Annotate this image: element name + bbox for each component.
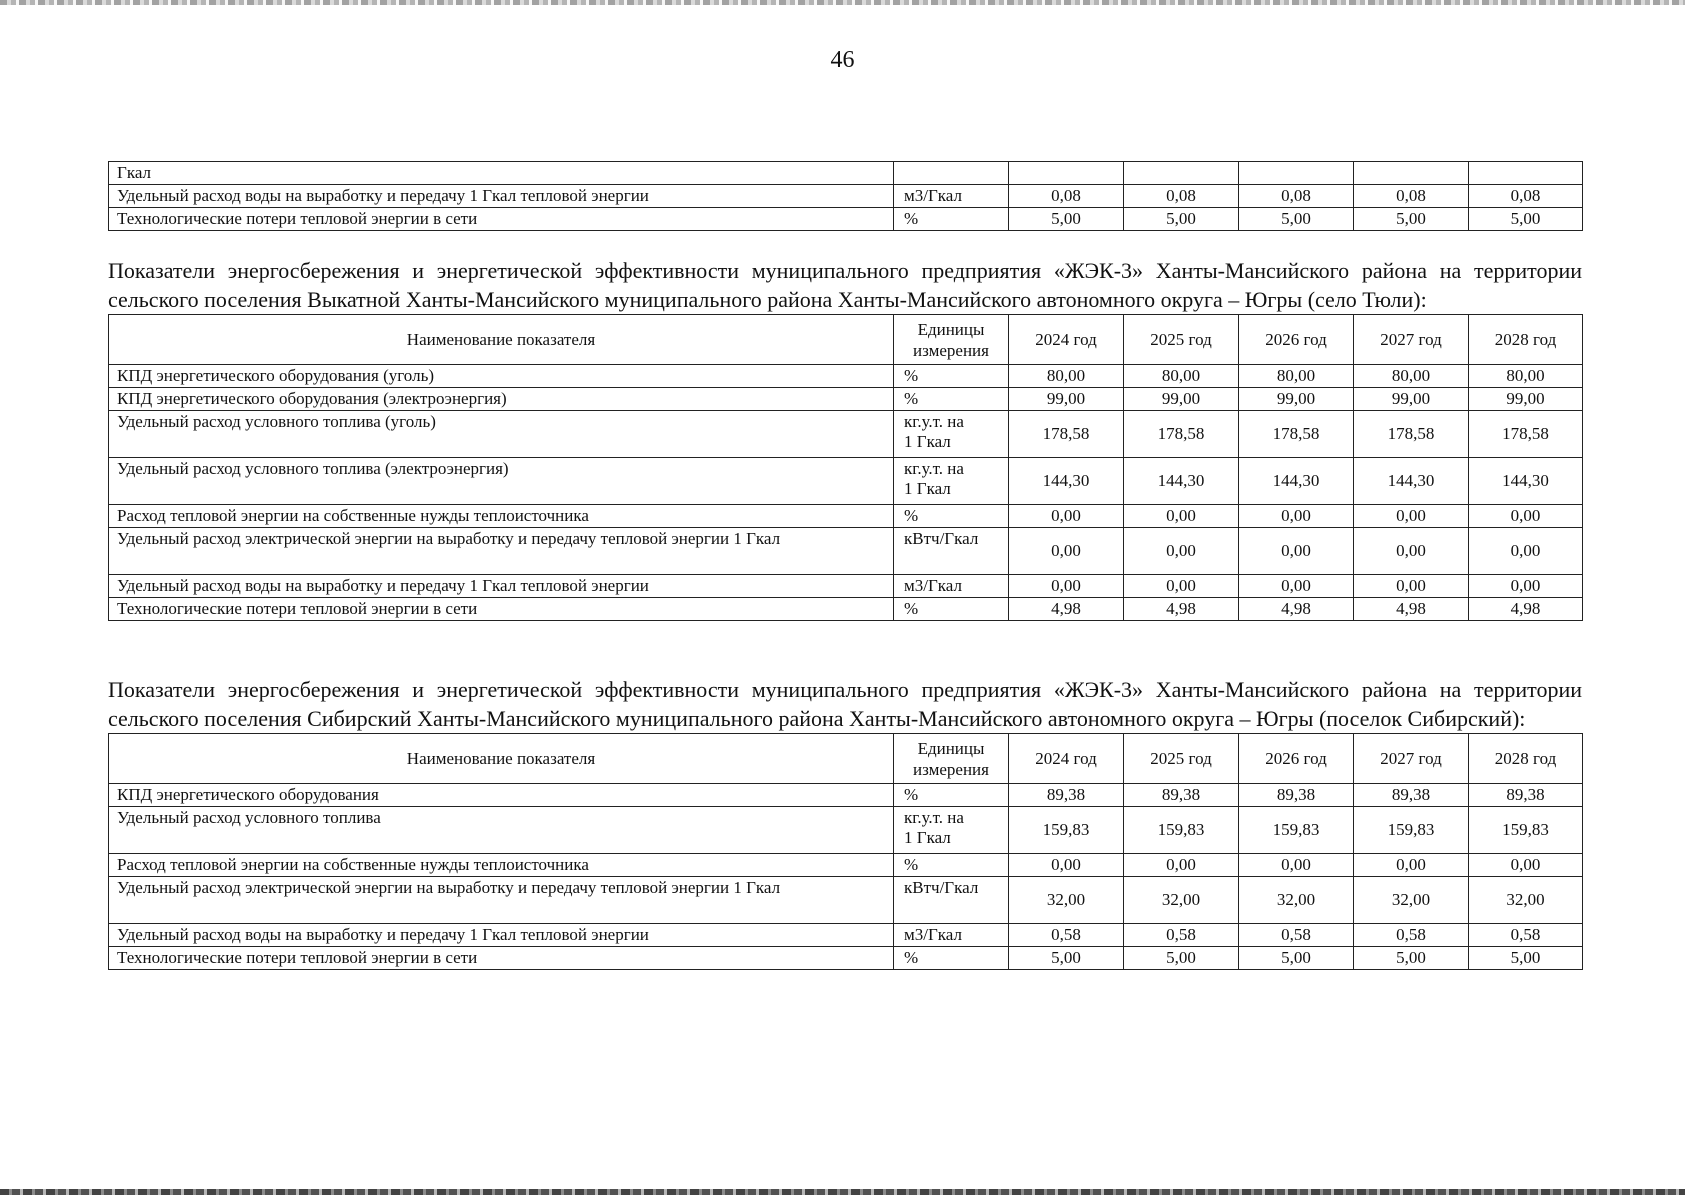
value-2027: 99,00 <box>1354 388 1469 411</box>
value-2024: 0,08 <box>1009 185 1124 208</box>
table-row <box>109 458 1583 505</box>
value-2027: 0,00 <box>1354 854 1469 877</box>
value-2027: 80,00 <box>1354 365 1469 388</box>
indicator-name: Расход тепловой энергии на собственные нужды теплоисточника <box>109 854 894 877</box>
value-2025: 0,00 <box>1124 575 1239 598</box>
header-indicator-name: Наименование показателя <box>109 315 894 365</box>
unit-cell <box>894 162 1009 185</box>
header-unit-line2: измерения <box>913 340 989 360</box>
value-2026: 0,00 <box>1239 575 1354 598</box>
value-2027: 4,98 <box>1354 598 1469 621</box>
unit-cell <box>894 411 1009 458</box>
value-2028: 99,00 <box>1469 388 1583 411</box>
unit-cell: % <box>894 854 1009 877</box>
table-row <box>109 947 1583 970</box>
value-2027: 0,58 <box>1354 924 1469 947</box>
header-unit-line2: измерения <box>913 759 989 779</box>
section-intro: Показатели энергосбережения и энергетической эффективности муниципального предприятия «ЖЭК-3» Ханты-Мансийского района на территории сельского поселения Выкатной Ханты-Мансийского муниципального района Ханты-Мансийского автономного округа – Югры (село Тюли): <box>108 258 1582 312</box>
indicator-name: Удельный расход условного топлива (уголь) <box>109 411 894 458</box>
header-year: 2026 год <box>1239 734 1354 784</box>
table-header-row <box>109 734 1583 784</box>
table-row <box>109 388 1583 411</box>
indicator-name: Удельный расход воды на выработку и передачу 1 Гкал тепловой энергии <box>109 185 894 208</box>
value-2024: 80,00 <box>1009 365 1124 388</box>
value-2025: 80,00 <box>1124 365 1239 388</box>
value-2027: 178,58 <box>1354 411 1469 458</box>
value-2027: 5,00 <box>1354 208 1469 231</box>
header-year: 2028 год <box>1469 315 1583 365</box>
indicator-name: Удельный расход электрической энергии на выработку и передачу тепловой энергии 1 Гкал <box>109 877 894 924</box>
unit-line2: 1 Гкал <box>904 432 951 451</box>
header-year: 2024 год <box>1009 315 1124 365</box>
table-row <box>109 528 1583 575</box>
unit-cell: кВтч/Гкал <box>894 528 1009 575</box>
unit-cell: % <box>894 947 1009 970</box>
unit-line1: кг.у.т. на <box>904 808 964 827</box>
value-2028: 89,38 <box>1469 784 1583 807</box>
table-row <box>109 208 1583 231</box>
value-2026: 99,00 <box>1239 388 1354 411</box>
indicator-name: Удельный расход воды на выработку и передачу 1 Гкал тепловой энергии <box>109 575 894 598</box>
unit-cell: % <box>894 505 1009 528</box>
value-2024: 0,00 <box>1009 528 1124 575</box>
table-row <box>109 598 1583 621</box>
value-2027: 89,38 <box>1354 784 1469 807</box>
unit-cell <box>894 807 1009 854</box>
value-2024: 0,00 <box>1009 854 1124 877</box>
value-2025: 0,00 <box>1124 528 1239 575</box>
unit-cell: м3/Гкал <box>894 924 1009 947</box>
value-cell <box>1469 162 1583 185</box>
value-2026: 178,58 <box>1239 411 1354 458</box>
unit-cell <box>894 458 1009 505</box>
unit-cell: % <box>894 598 1009 621</box>
value-2026: 0,58 <box>1239 924 1354 947</box>
indicator-name: Технологические потери тепловой энергии в сети <box>109 947 894 970</box>
section-intro: Показатели энергосбережения и энергетической эффективности муниципального предприятия «ЖЭК-3» Ханты-Мансийского района на территории сельского поселения Сибирский Ханты-Мансийского муниципального района Ханты-Мансийского автономного округа – Югры (поселок Сибирский): <box>108 677 1582 731</box>
value-2027: 32,00 <box>1354 877 1469 924</box>
value-2028: 0,58 <box>1469 924 1583 947</box>
value-2027: 0,00 <box>1354 505 1469 528</box>
value-2025: 0,58 <box>1124 924 1239 947</box>
value-2024: 0,00 <box>1009 575 1124 598</box>
section-tyuli <box>108 256 1582 621</box>
header-year: 2025 год <box>1124 315 1239 365</box>
value-2025: 5,00 <box>1124 208 1239 231</box>
continuation-table <box>108 161 1583 231</box>
table-row <box>109 877 1583 924</box>
value-2027: 144,30 <box>1354 458 1469 505</box>
value-2028: 32,00 <box>1469 877 1583 924</box>
unit-line2: 1 Гкал <box>904 479 951 498</box>
unit-cell: кВтч/Гкал <box>894 877 1009 924</box>
indicator-name: КПД энергетического оборудования (электроэнергия) <box>109 388 894 411</box>
value-2028: 0,08 <box>1469 185 1583 208</box>
value-2026: 32,00 <box>1239 877 1354 924</box>
value-2025: 0,08 <box>1124 185 1239 208</box>
unit-line2: 1 Гкал <box>904 828 951 847</box>
table-row <box>109 505 1583 528</box>
section-sibirsky <box>108 675 1582 970</box>
value-cell <box>1354 162 1469 185</box>
scan-edge-top <box>0 0 1685 5</box>
table-header-row <box>109 315 1583 365</box>
value-2027: 0,08 <box>1354 185 1469 208</box>
header-unit <box>894 315 1009 365</box>
unit-cell: % <box>894 208 1009 231</box>
header-year: 2025 год <box>1124 734 1239 784</box>
value-2024: 0,58 <box>1009 924 1124 947</box>
value-2026: 159,83 <box>1239 807 1354 854</box>
value-2026: 5,00 <box>1239 947 1354 970</box>
indicator-name: Гкал <box>109 162 894 185</box>
table-row <box>109 854 1583 877</box>
value-2025: 89,38 <box>1124 784 1239 807</box>
table-row <box>109 185 1583 208</box>
value-2024: 159,83 <box>1009 807 1124 854</box>
header-year: 2028 год <box>1469 734 1583 784</box>
value-2026: 0,00 <box>1239 854 1354 877</box>
value-2024: 99,00 <box>1009 388 1124 411</box>
value-2028: 159,83 <box>1469 807 1583 854</box>
indicator-name: Технологические потери тепловой энергии в сети <box>109 598 894 621</box>
value-2025: 5,00 <box>1124 947 1239 970</box>
value-2028: 0,00 <box>1469 575 1583 598</box>
value-2024: 4,98 <box>1009 598 1124 621</box>
value-2028: 144,30 <box>1469 458 1583 505</box>
table-row <box>109 924 1583 947</box>
value-2024: 0,00 <box>1009 505 1124 528</box>
unit-line1: кг.у.т. на <box>904 412 964 431</box>
table-row <box>109 575 1583 598</box>
value-2027: 0,00 <box>1354 575 1469 598</box>
value-2028: 4,98 <box>1469 598 1583 621</box>
header-year: 2024 год <box>1009 734 1124 784</box>
value-2025: 32,00 <box>1124 877 1239 924</box>
value-cell <box>1124 162 1239 185</box>
value-2025: 178,58 <box>1124 411 1239 458</box>
value-2024: 89,38 <box>1009 784 1124 807</box>
value-2024: 178,58 <box>1009 411 1124 458</box>
value-2026: 0,00 <box>1239 528 1354 575</box>
table-row <box>109 411 1583 458</box>
value-2028: 5,00 <box>1469 947 1583 970</box>
unit-cell: % <box>894 388 1009 411</box>
value-2026: 4,98 <box>1239 598 1354 621</box>
value-2026: 0,00 <box>1239 505 1354 528</box>
value-2024: 32,00 <box>1009 877 1124 924</box>
header-year: 2026 год <box>1239 315 1354 365</box>
unit-cell: м3/Гкал <box>894 575 1009 598</box>
value-2026: 5,00 <box>1239 208 1354 231</box>
value-2028: 5,00 <box>1469 208 1583 231</box>
unit-cell: % <box>894 365 1009 388</box>
indicator-name: Удельный расход воды на выработку и передачу 1 Гкал тепловой энергии <box>109 924 894 947</box>
unit-cell: м3/Гкал <box>894 185 1009 208</box>
scan-edge-bottom <box>0 1189 1685 1195</box>
value-2026: 0,08 <box>1239 185 1354 208</box>
value-2025: 159,83 <box>1124 807 1239 854</box>
indicator-name: Удельный расход условного топлива (электроэнергия) <box>109 458 894 505</box>
value-2027: 5,00 <box>1354 947 1469 970</box>
indicator-name: Расход тепловой энергии на собственные нужды теплоисточника <box>109 505 894 528</box>
table-row <box>109 162 1583 185</box>
value-2028: 0,00 <box>1469 528 1583 575</box>
value-2027: 159,83 <box>1354 807 1469 854</box>
header-indicator-name: Наименование показателя <box>109 734 894 784</box>
value-2025: 144,30 <box>1124 458 1239 505</box>
value-2025: 99,00 <box>1124 388 1239 411</box>
indicator-name: Удельный расход условного топлива <box>109 807 894 854</box>
indicators-table-tyuli <box>108 314 1583 621</box>
value-cell <box>1239 162 1354 185</box>
value-2024: 144,30 <box>1009 458 1124 505</box>
indicator-name: КПД энергетического оборудования (уголь) <box>109 365 894 388</box>
value-cell <box>1009 162 1124 185</box>
value-2028: 178,58 <box>1469 411 1583 458</box>
table-row <box>109 365 1583 388</box>
value-2026: 89,38 <box>1239 784 1354 807</box>
value-2027: 0,00 <box>1354 528 1469 575</box>
value-2025: 0,00 <box>1124 505 1239 528</box>
header-unit <box>894 734 1009 784</box>
indicator-name: КПД энергетического оборудования <box>109 784 894 807</box>
page-number: 46 <box>830 47 855 73</box>
value-2025: 4,98 <box>1124 598 1239 621</box>
indicators-table-sibirsky <box>108 733 1583 970</box>
indicator-name: Удельный расход электрической энергии на выработку и передачу тепловой энергии 1 Гкал <box>109 528 894 575</box>
value-2024: 5,00 <box>1009 947 1124 970</box>
header-year: 2027 год <box>1354 315 1469 365</box>
table-row <box>109 784 1583 807</box>
value-2025: 0,00 <box>1124 854 1239 877</box>
value-2028: 80,00 <box>1469 365 1583 388</box>
unit-line1: кг.у.т. на <box>904 459 964 478</box>
value-2028: 0,00 <box>1469 854 1583 877</box>
continuation-table-block <box>108 161 1582 231</box>
header-unit-line1: Единицы <box>917 319 985 339</box>
value-2028: 0,00 <box>1469 505 1583 528</box>
header-unit-line1: Единицы <box>917 738 985 758</box>
table-row <box>109 807 1583 854</box>
unit-cell: % <box>894 784 1009 807</box>
value-2026: 144,30 <box>1239 458 1354 505</box>
value-2024: 5,00 <box>1009 208 1124 231</box>
header-year: 2027 год <box>1354 734 1469 784</box>
value-2026: 80,00 <box>1239 365 1354 388</box>
indicator-name: Технологические потери тепловой энергии в сети <box>109 208 894 231</box>
